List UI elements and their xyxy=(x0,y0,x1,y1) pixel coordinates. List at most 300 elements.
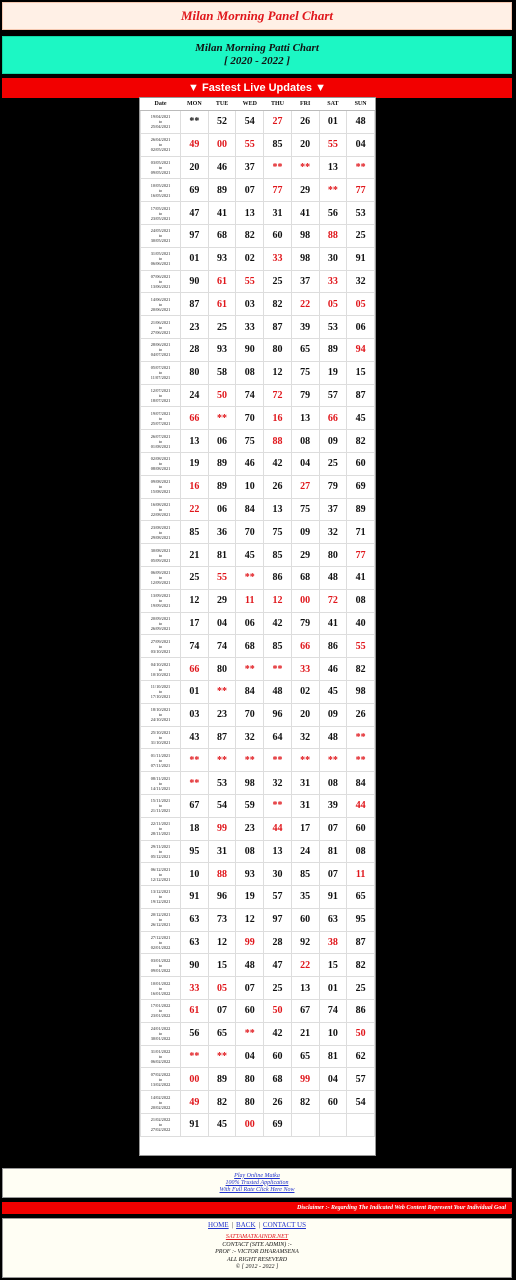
result-cell xyxy=(236,384,264,407)
result-cell xyxy=(264,908,292,931)
result-cell xyxy=(291,224,319,247)
date-text: to xyxy=(158,848,163,854)
jodi-value: 07 xyxy=(327,823,338,835)
date-text: 13/12/2021 xyxy=(150,889,171,895)
table-row xyxy=(141,384,375,407)
table-row xyxy=(141,1091,375,1114)
jodi-value: ** xyxy=(189,777,200,789)
jodi-value: 05 xyxy=(217,982,228,994)
result-cell xyxy=(208,338,236,361)
footer-credits xyxy=(3,1234,511,1272)
table-row xyxy=(141,1068,375,1091)
result-cell xyxy=(319,224,347,247)
result-cell xyxy=(291,703,319,726)
date-text: 25/10/2021 xyxy=(150,729,171,735)
result-cell xyxy=(208,772,236,795)
result-cell xyxy=(181,817,209,840)
jodi-value: 93 xyxy=(244,868,255,880)
jodi-value: 08 xyxy=(244,845,255,857)
jodi-value: 63 xyxy=(189,937,200,949)
jodi-value: 41 xyxy=(217,207,228,219)
jodi-value: ** xyxy=(189,754,200,766)
updates-label[interactable]: ▼ Fastest Live Updates ▼ xyxy=(188,82,326,94)
result-cell xyxy=(236,1022,264,1045)
result-cell xyxy=(264,270,292,293)
date-text: 04/10/2021 xyxy=(150,661,171,667)
jodi-value: 87 xyxy=(189,298,200,310)
result-cell xyxy=(291,156,319,179)
date-text: 20/12/2021 xyxy=(150,912,171,918)
jodi-value: 80 xyxy=(272,344,283,356)
result-cell xyxy=(236,954,264,977)
result-cell xyxy=(347,566,375,589)
chart-title: Milan Morning Patti Chart xyxy=(195,42,319,54)
table-row xyxy=(141,566,375,589)
jodi-value: ** xyxy=(300,754,311,766)
jodi-value: 86 xyxy=(327,640,338,652)
back-link[interactable]: BACK xyxy=(236,1221,256,1229)
jodi-value: 99 xyxy=(217,823,228,835)
date-text: to xyxy=(158,1031,163,1037)
jodi-value: 12 xyxy=(244,914,255,926)
result-cell xyxy=(208,566,236,589)
jodi-value: 82 xyxy=(272,298,283,310)
date-text: to xyxy=(158,666,163,672)
result-cell xyxy=(319,658,347,681)
result-cell xyxy=(181,1068,209,1091)
jodi-value: 00 xyxy=(300,595,311,607)
result-cell xyxy=(347,658,375,681)
result-cell xyxy=(347,452,375,475)
result-cell xyxy=(181,338,209,361)
date-text: 09/01/2022 xyxy=(150,967,171,973)
jodi-value: 00 xyxy=(217,139,228,151)
jodi-value: 82 xyxy=(355,663,366,675)
result-cell xyxy=(319,977,347,1000)
result-cell xyxy=(291,566,319,589)
date-range-cell xyxy=(141,224,181,247)
jodi-value: 65 xyxy=(217,1028,228,1040)
result-cell xyxy=(236,270,264,293)
result-cell xyxy=(347,726,375,749)
jodi-value: 88 xyxy=(327,230,338,242)
result-cell xyxy=(291,886,319,909)
date-text: to xyxy=(158,164,163,170)
result-cell xyxy=(208,202,236,225)
date-range-cell xyxy=(141,635,181,658)
date-text: 26/07/2021 xyxy=(150,433,171,439)
result-cell xyxy=(181,133,209,156)
result-cell xyxy=(291,1045,319,1068)
jodi-value: 70 xyxy=(244,526,255,538)
table-row xyxy=(141,908,375,931)
result-cell xyxy=(319,498,347,521)
jodi-value: 50 xyxy=(355,1028,366,1040)
result-cell xyxy=(181,589,209,612)
date-range-cell xyxy=(141,452,181,475)
result-cell xyxy=(264,817,292,840)
date-text: to xyxy=(158,598,163,604)
result-cell xyxy=(181,293,209,316)
jodi-value: 22 xyxy=(189,503,200,515)
result-cell xyxy=(347,772,375,795)
result-cell xyxy=(208,1045,236,1068)
date-text: to xyxy=(158,757,163,763)
result-cell xyxy=(319,1000,347,1023)
result-cell xyxy=(347,1068,375,1091)
promo-link-3[interactable]: With Full Rate Click Here Now xyxy=(219,1186,295,1193)
jodi-value: ** xyxy=(272,800,283,812)
result-cell xyxy=(319,133,347,156)
jodi-value: 57 xyxy=(327,389,338,401)
contact-link[interactable]: CONTACT US xyxy=(262,1221,306,1229)
date-text: to xyxy=(158,712,163,718)
result-cell xyxy=(291,1022,319,1045)
jodi-value: 13 xyxy=(244,207,255,219)
jodi-value: 25 xyxy=(217,321,228,333)
date-text: to xyxy=(158,1054,163,1060)
result-cell xyxy=(347,430,375,453)
date-range-cell xyxy=(141,612,181,635)
date-text: to xyxy=(158,119,163,125)
jodi-value: 48 xyxy=(244,959,255,971)
jodi-value: 05 xyxy=(355,298,366,310)
jodi-value: 00 xyxy=(244,1119,255,1131)
table-row xyxy=(141,612,375,635)
result-cell xyxy=(291,817,319,840)
result-cell xyxy=(347,407,375,430)
result-cell xyxy=(181,1022,209,1045)
result-cell xyxy=(264,384,292,407)
result-cell xyxy=(319,589,347,612)
column-header-mon: MON xyxy=(181,98,209,111)
result-cell xyxy=(264,1000,292,1023)
result-cell xyxy=(236,179,264,202)
table-row xyxy=(141,316,375,339)
result-cell xyxy=(347,111,375,134)
result-cell xyxy=(236,1000,264,1023)
date-range-cell xyxy=(141,407,181,430)
date-text: 09/08/2021 xyxy=(150,479,171,485)
jodi-value: 61 xyxy=(217,275,228,287)
jodi-value: 57 xyxy=(355,1073,366,1085)
jodi-value: 97 xyxy=(189,230,200,242)
jodi-value: 46 xyxy=(327,663,338,675)
jodi-value: 03 xyxy=(189,709,200,721)
result-cell xyxy=(236,566,264,589)
result-cell xyxy=(319,772,347,795)
result-cell xyxy=(319,452,347,475)
date-range-cell xyxy=(141,703,181,726)
date-range-cell xyxy=(141,361,181,384)
updates-bar[interactable] xyxy=(2,78,512,98)
result-cell xyxy=(319,1068,347,1091)
table-row xyxy=(141,407,375,430)
jodi-value: 87 xyxy=(272,321,283,333)
date-range-cell xyxy=(141,977,181,1000)
jodi-value: 87 xyxy=(355,937,366,949)
jodi-value: 13 xyxy=(300,412,311,424)
prof-line: PROF :- VICTOR DHARAMSENA xyxy=(215,1249,299,1255)
jodi-value: 55 xyxy=(355,640,366,652)
jodi-value: 23 xyxy=(189,321,200,333)
jodi-value: 32 xyxy=(272,777,283,789)
result-cell xyxy=(291,361,319,384)
promo-link-2[interactable]: 100% Trusted Application xyxy=(225,1179,289,1186)
jodi-value: 91 xyxy=(327,891,338,903)
result-cell xyxy=(291,544,319,567)
result-cell xyxy=(236,840,264,863)
date-text: 24/05/2021 xyxy=(150,228,171,234)
jodi-value: 19 xyxy=(244,891,255,903)
date-range-cell xyxy=(141,954,181,977)
result-cell xyxy=(347,863,375,886)
result-cell xyxy=(347,612,375,635)
result-cell xyxy=(264,680,292,703)
result-cell xyxy=(347,1114,375,1137)
date-text: 07/11/2021 xyxy=(150,762,171,768)
jodi-value: 09 xyxy=(300,526,311,538)
result-cell xyxy=(181,863,209,886)
panel-table xyxy=(140,98,375,1137)
result-cell xyxy=(181,475,209,498)
date-text: 28/11/2021 xyxy=(150,831,171,837)
result-cell xyxy=(264,931,292,954)
result-cell xyxy=(236,224,264,247)
jodi-value: 85 xyxy=(300,868,311,880)
jodi-value: 92 xyxy=(300,937,311,949)
disclaimer-bar xyxy=(2,1202,512,1214)
result-cell xyxy=(291,316,319,339)
jodi-value: 25 xyxy=(272,982,283,994)
jodi-value: 89 xyxy=(327,344,338,356)
result-cell xyxy=(319,247,347,270)
result-cell xyxy=(291,407,319,430)
date-text: to xyxy=(158,347,163,353)
jodi-value: 13 xyxy=(327,161,338,173)
column-header-sun: SUN xyxy=(347,98,375,111)
result-cell xyxy=(264,179,292,202)
result-cell xyxy=(181,1000,209,1023)
jodi-value: 52 xyxy=(217,116,228,128)
table-row xyxy=(141,293,375,316)
date-text: 17/05/2021 xyxy=(150,205,171,211)
result-cell xyxy=(236,407,264,430)
jodi-value: ** xyxy=(244,1028,255,1040)
jodi-value: 07 xyxy=(244,982,255,994)
jodi-value: 98 xyxy=(355,686,366,698)
jodi-value: 88 xyxy=(272,435,283,447)
result-cell xyxy=(264,1022,292,1045)
jodi-value: 12 xyxy=(272,367,283,379)
jodi-value: 61 xyxy=(217,298,228,310)
jodi-value: 13 xyxy=(272,845,283,857)
result-cell xyxy=(319,1022,347,1045)
date-range-cell xyxy=(141,475,181,498)
jodi-value: 74 xyxy=(327,1005,338,1017)
jodi-value: 77 xyxy=(272,184,283,196)
result-cell xyxy=(236,680,264,703)
table-row xyxy=(141,475,375,498)
jodi-value: 37 xyxy=(244,161,255,173)
date-text: to xyxy=(158,552,163,558)
jodi-value: 25 xyxy=(355,230,366,242)
result-cell xyxy=(208,1068,236,1091)
jodi-value: 85 xyxy=(272,139,283,151)
date-range-cell xyxy=(141,931,181,954)
table-row xyxy=(141,430,375,453)
jodi-value: 08 xyxy=(300,435,311,447)
jodi-value: 27 xyxy=(300,481,311,493)
date-range-cell xyxy=(141,1045,181,1068)
date-text: 16/08/2021 xyxy=(150,501,171,507)
date-range-cell xyxy=(141,1114,181,1137)
table-row xyxy=(141,224,375,247)
subheader-bar xyxy=(2,36,512,74)
date-range-cell xyxy=(141,680,181,703)
result-cell xyxy=(291,863,319,886)
result-cell xyxy=(208,635,236,658)
result-cell xyxy=(347,156,375,179)
result-cell xyxy=(264,361,292,384)
table-body xyxy=(141,111,375,1137)
result-cell xyxy=(291,384,319,407)
date-text: to xyxy=(158,643,163,649)
jodi-value: 26 xyxy=(300,116,311,128)
jodi-value: 32 xyxy=(244,731,255,743)
date-range-cell xyxy=(141,384,181,407)
jodi-value: 43 xyxy=(189,731,200,743)
date-text: 14/06/2021 xyxy=(150,296,171,302)
result-cell xyxy=(264,977,292,1000)
table-row xyxy=(141,270,375,293)
date-text: 01/08/2021 xyxy=(150,443,171,449)
jodi-value: 54 xyxy=(217,800,228,812)
result-cell xyxy=(291,908,319,931)
result-cell xyxy=(291,475,319,498)
date-text: 31/05/2021 xyxy=(150,251,171,257)
jodi-value: 40 xyxy=(355,617,366,629)
column-header-thu: THU xyxy=(264,98,292,111)
jodi-value: 81 xyxy=(327,1051,338,1063)
jodi-value: 41 xyxy=(300,207,311,219)
jodi-value: 22 xyxy=(300,298,311,310)
date-text: 11/10/2021 xyxy=(150,684,171,690)
table-row xyxy=(141,954,375,977)
date-range-cell xyxy=(141,840,181,863)
table-row xyxy=(141,658,375,681)
result-cell xyxy=(291,749,319,772)
site-link[interactable]: SATTAMATKAINDR.NET xyxy=(225,1234,289,1240)
result-cell xyxy=(181,1114,209,1137)
result-cell xyxy=(264,1045,292,1068)
result-cell xyxy=(291,270,319,293)
result-cell xyxy=(181,270,209,293)
result-cell xyxy=(264,566,292,589)
promo-link-1[interactable]: Play Online Matka xyxy=(234,1172,280,1179)
date-text: 20/02/2022 xyxy=(150,1104,171,1110)
jodi-value: ** xyxy=(355,731,366,743)
date-text: to xyxy=(158,985,163,991)
result-cell xyxy=(347,954,375,977)
table-row xyxy=(141,977,375,1000)
result-cell xyxy=(319,361,347,384)
date-text: to xyxy=(158,917,163,923)
table-row xyxy=(141,156,375,179)
jodi-value: 04 xyxy=(355,139,366,151)
jodi-value: 66 xyxy=(189,412,200,424)
jodi-value: 55 xyxy=(244,139,255,151)
jodi-value: 49 xyxy=(189,1096,200,1108)
home-link[interactable]: HOME xyxy=(208,1221,229,1229)
result-cell xyxy=(181,361,209,384)
table-row xyxy=(141,772,375,795)
header-bar xyxy=(2,2,512,30)
jodi-value: 33 xyxy=(327,275,338,287)
result-cell xyxy=(208,498,236,521)
jodi-value: 55 xyxy=(327,139,338,151)
date-text: to xyxy=(158,370,163,376)
jodi-value: 17 xyxy=(189,617,200,629)
result-cell xyxy=(319,931,347,954)
jodi-value: 77 xyxy=(355,184,366,196)
table-header-row xyxy=(141,98,375,111)
result-cell xyxy=(236,1091,264,1114)
jodi-value: 91 xyxy=(189,1119,200,1131)
result-cell xyxy=(319,202,347,225)
result-cell xyxy=(208,384,236,407)
jodi-value: 38 xyxy=(327,937,338,949)
result-cell xyxy=(264,1068,292,1091)
table-row xyxy=(141,498,375,521)
result-cell xyxy=(264,726,292,749)
jodi-value: 04 xyxy=(217,617,228,629)
date-range-cell xyxy=(141,726,181,749)
date-text: 06/12/2021 xyxy=(150,866,171,872)
result-cell xyxy=(264,247,292,270)
rights-line: ALL RIGHT RESEVERD xyxy=(226,1256,288,1263)
result-cell xyxy=(264,202,292,225)
jodi-value: 60 xyxy=(272,230,283,242)
result-cell xyxy=(181,703,209,726)
jodi-value: 89 xyxy=(217,458,228,470)
date-text: to xyxy=(158,962,163,968)
jodi-value: 71 xyxy=(355,526,366,538)
date-text: to xyxy=(158,1099,163,1105)
jodi-value: 77 xyxy=(355,549,366,561)
result-cell xyxy=(264,954,292,977)
result-cell xyxy=(236,772,264,795)
date-text: 03/10/2021 xyxy=(150,648,171,654)
result-cell xyxy=(264,521,292,544)
date-text: to xyxy=(158,575,163,581)
date-text: 19/12/2021 xyxy=(150,899,171,905)
result-cell xyxy=(264,1114,292,1137)
jodi-value: 70 xyxy=(244,709,255,721)
jodi-value: 23 xyxy=(217,709,228,721)
date-text: 24/01/2022 xyxy=(150,1026,171,1032)
jodi-value: 96 xyxy=(272,709,283,721)
result-cell xyxy=(208,977,236,1000)
date-text: 11/07/2021 xyxy=(150,375,171,381)
result-cell xyxy=(208,544,236,567)
result-cell xyxy=(347,635,375,658)
result-cell xyxy=(181,156,209,179)
jodi-value: ** xyxy=(272,161,283,173)
result-cell xyxy=(347,817,375,840)
result-cell xyxy=(264,156,292,179)
date-range-cell xyxy=(141,772,181,795)
